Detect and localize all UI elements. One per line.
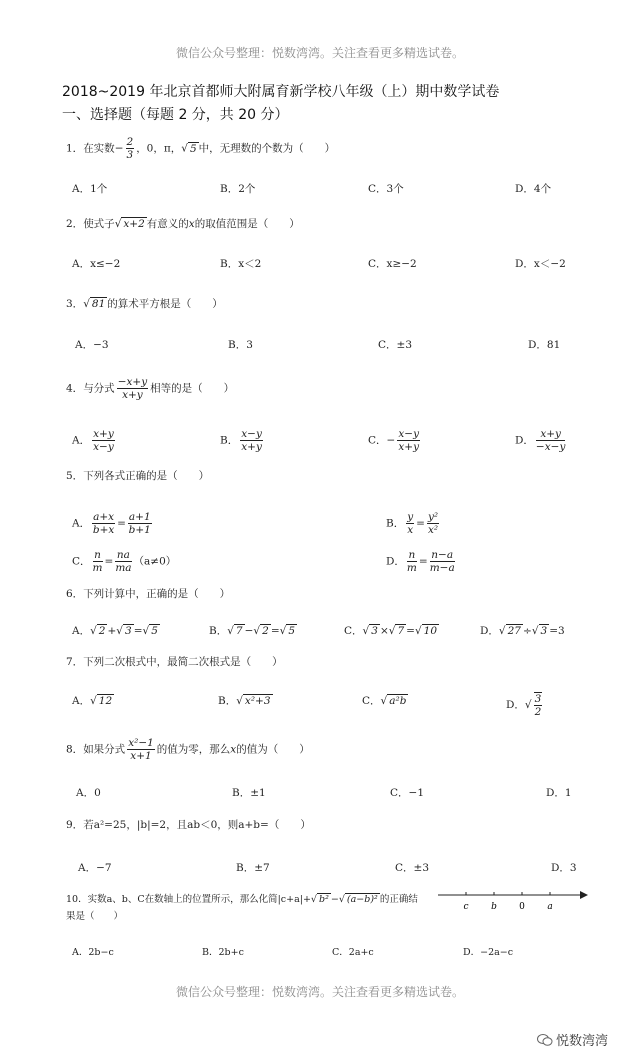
q2-option-b: B．x＜2 [220, 258, 262, 270]
q1-option-b: B．2个 [220, 183, 256, 195]
label-a: a [547, 902, 553, 912]
brand-name: 悦数湾湾 [556, 1034, 609, 1049]
q6-option-c: C．√ 3 ×√ 7 =√ 10 [344, 625, 438, 637]
q5-option-a: A． $\frac{a+x}{b+x}$ = $\frac{a+1}{b+1}$ [72, 511, 151, 536]
brand-logo [537, 1030, 608, 1049]
question-3: 3．√ 81 的算术平方根是（ ） [66, 298, 223, 310]
q7-option-d: D．√ $\frac{3}{2}$ [506, 693, 542, 718]
q4-option-a: A． $\frac{x+y}{x-y}$ [72, 428, 114, 453]
q1-option-a: A．1个 [72, 183, 108, 195]
q2-option-a: A．x≤−2 [72, 258, 121, 270]
question-5: 5．下列各式正确的是（ ） [66, 470, 210, 482]
q9-option-b: B．±7 [236, 862, 270, 874]
label-0: 0 [519, 902, 525, 912]
q5-option-c: C． $\frac{n}{m}$ = $\frac{na}{ma}$ （a≠0） [72, 549, 177, 574]
question-1: 1．在实数− $\frac{2}{3}$ ，0，π，√ 5 中，无理数的个数为（ ） [66, 136, 336, 161]
q8-option-d: D．1 [546, 787, 572, 799]
q7-option-c: C．√ a²b [362, 695, 407, 707]
q9-option-a: A．−7 [78, 862, 112, 874]
q9-option-c: C．±3 [395, 862, 430, 874]
q1-option-d: D．4个 [515, 183, 552, 195]
question-6: 6．下列计算中，正确的是（ ） [66, 588, 231, 600]
number-line [436, 888, 592, 914]
question-4: 4．与分式 $\frac{-x+y}{x+y}$ 相等的是（ ） [66, 376, 235, 401]
label-c: c [463, 902, 469, 912]
q2-option-c: C．x≥−2 [368, 258, 417, 270]
q8-option-c: C．−1 [390, 787, 425, 799]
watermark-top: 微信公众号整理：悦数湾湾。关注查看更多精选试卷。 [175, 46, 464, 60]
q10-option-c: C．2a+c [332, 947, 374, 958]
wechat-icon [537, 1033, 553, 1047]
q5-option-d: D． $\frac{n}{m}$ = $\frac{n-a}{m-a}$ [386, 549, 455, 574]
question-7: 7．下列二次根式中，最简二次根式是（ ） [66, 656, 283, 668]
q5-option-b: B． $\frac{y}{x}$ = $\frac{\text{y²}}{\text{x²}}$ [386, 511, 439, 536]
section-heading: 一、选择题（每题 2 分，共 20 分） [62, 107, 289, 123]
q3-option-a: A．−3 [75, 339, 109, 351]
label-b: b [491, 902, 497, 912]
q8-option-a: A．0 [76, 787, 101, 799]
q4-option-b: B． $\frac{x-y}{x+y}$ [220, 428, 262, 453]
q10-option-b: B．2b+c [202, 947, 244, 958]
q4-option-c: C．− $\frac{x-y}{x+y}$ [368, 428, 419, 453]
q9-option-d: D．3 [551, 862, 577, 874]
q6-option-a: A．√ 2 +√ 3 =√ 5 [72, 625, 158, 637]
q4-option-d: D． $\frac{x+y}{-x-y}$ [515, 428, 566, 453]
number-line-arrow [580, 891, 588, 899]
q8-option-b: B．±1 [232, 787, 266, 799]
q3-option-b: B．3 [228, 339, 253, 351]
question-2: 2．使式子√ x+2 有意义的x的取值范围是（ ） [66, 218, 300, 230]
question-10: 10．实数a、b、C在数轴上的位置所示，那么化简|c+a|+√ b² −√ (a−b)² 的正确结 [66, 894, 418, 905]
page-title: 2018~2019 年北京首都师大附属育新学校八年级（上）期中数学试卷 [62, 84, 500, 100]
q3-option-c: C．±3 [378, 339, 413, 351]
watermark-bottom: 微信公众号整理：悦数湾湾。关注查看更多精选试卷。 [175, 985, 464, 999]
q6-option-d: D．√ 27 ÷√ 3 =3 [480, 625, 565, 637]
q6-option-b: B．√ 7 −√ 2 =√ 5 [209, 625, 296, 637]
q3-option-d: D．81 [528, 339, 561, 351]
q1-option-c: C．3个 [368, 183, 404, 195]
question-8: 8．如果分式 $\frac{\text{x²−1}}{x+1}$ 的值为零，那么x的值为（ ） [66, 737, 310, 762]
q2-option-d: D．x＜−2 [515, 258, 566, 270]
q10-option-d: D．−2a−c [463, 947, 514, 958]
question-10-line2: 果是（ ） [66, 911, 124, 922]
question-9: 9．若a²=25，|b|=2，且ab＜0，则a+b=（ ） [66, 819, 311, 831]
q7-option-b: B．√ x²+3 [218, 695, 271, 707]
q10-option-a: A．2b−c [72, 947, 114, 958]
q7-option-a: A．√ 12 [72, 695, 113, 707]
